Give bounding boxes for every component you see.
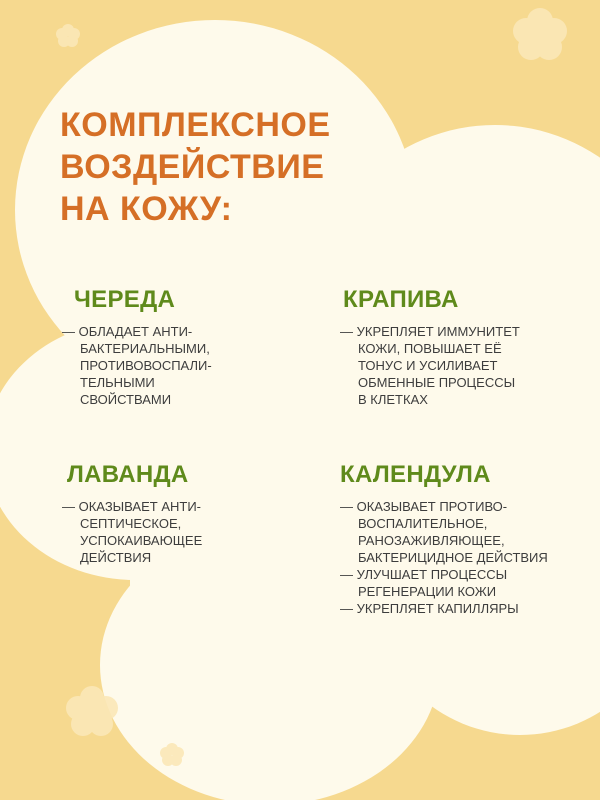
description-line: — ОБЛАДАЕТ АНТИ- xyxy=(62,324,193,339)
title-line: КОМПЛЕКСНОЕ xyxy=(60,106,331,144)
description-line: — УКРЕПЛЯЕТ КАПИЛЛЯРЫ xyxy=(340,601,519,616)
description-line: РЕГЕНЕРАЦИИ КОЖИ xyxy=(358,584,497,599)
description-line: РАНОЗАЖИВЛЯЮЩЕЕ, xyxy=(358,533,505,548)
description-line: ВОСПАЛИТЕЛЬНОЕ, xyxy=(358,516,488,531)
herb-card-chereda xyxy=(62,285,212,408)
description-line: ТОНУС И УСИЛИВАЕТ xyxy=(358,358,498,373)
description-line: КОЖИ, ПОВЫШАЕТ ЕЁ xyxy=(358,341,502,356)
herb-heading: КРАПИВА xyxy=(343,286,459,313)
small-flower-icon xyxy=(56,24,80,47)
herb-description xyxy=(62,323,212,408)
description-line: БАКТЕРИАЛЬНЫМИ, xyxy=(80,341,210,356)
description-line: СВОЙСТВАМИ xyxy=(80,392,172,407)
description-line: В КЛЕТКАХ xyxy=(358,392,428,407)
herb-card-lavanda xyxy=(62,460,203,566)
description-line: — ОКАЗЫВАЕТ ПРОТИВО- xyxy=(340,499,508,514)
description-line: — УКРЕПЛЯЕТ ИММУНИТЕТ xyxy=(340,324,520,339)
description-line: ТЕЛЬНЫМИ xyxy=(80,375,155,390)
herb-heading: ЧЕРЕДА xyxy=(74,286,176,313)
herb-heading: ЛАВАНДА xyxy=(67,461,189,488)
herb-description xyxy=(62,498,202,566)
description-line: СЕПТИЧЕСКОЕ, xyxy=(80,516,182,531)
herb-heading: КАЛЕНДУЛА xyxy=(340,461,491,488)
title-line: ВОЗДЕЙСТВИЕ xyxy=(60,148,325,186)
description-line: ОБМЕННЫЕ ПРОЦЕССЫ xyxy=(358,375,516,390)
description-line: УСПОКАИВАЮЩЕЕ xyxy=(80,533,203,548)
page-title xyxy=(60,104,331,230)
description-line: ПРОТИВОВОСПАЛИ- xyxy=(80,358,212,373)
herb-description xyxy=(340,498,548,617)
description-line: ДЕЙСТВИЯ xyxy=(80,550,152,565)
title-line: НА КОЖУ: xyxy=(60,190,233,228)
herb-description xyxy=(340,323,520,408)
description-line: — УЛУЧШАЕТ ПРОЦЕССЫ xyxy=(340,567,508,582)
herb-card-kalendula xyxy=(340,460,548,617)
description-line: БАКТЕРИЦИДНОЕ ДЕЙСТВИЯ xyxy=(358,550,548,565)
small-flower-icon xyxy=(513,8,567,60)
description-line: — ОКАЗЫВАЕТ АНТИ- xyxy=(62,499,201,514)
herb-card-krapiva xyxy=(340,285,520,408)
